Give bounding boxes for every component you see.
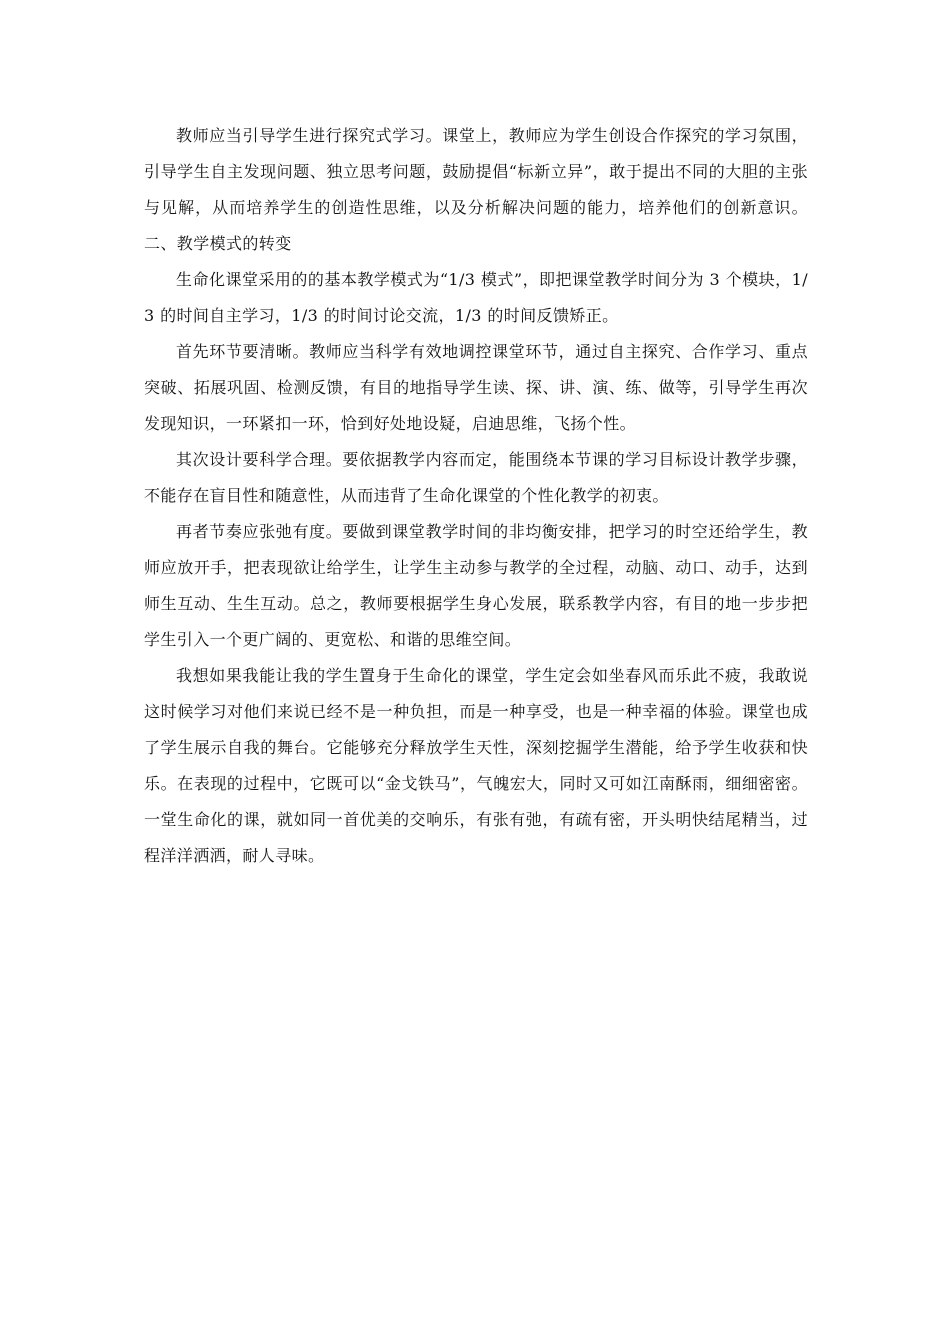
paragraph-one-third-model: 生命化课堂采用的的基本教学模式为“1/3 模式”，即把课堂教学时间分为 3 个模块，1/3 的时间自主学习，1/3 的时间讨论交流，1/3 的时间反馈矫正。 bbox=[144, 270, 808, 325]
paragraph-conclusion: 我想如果我能让我的学生置身于生命化的课堂，学生定会如坐春风而乐此不疲，我敢说这时候学习对他们来说已经不是一种负担，而是一种享受，也是一种幸福的体验。课堂也成了学生展示自我的舞台。它能够充分释放学生天性，深刻挖掘学生潜能，给予学生收获和快乐。在表现的过程中，它既可以“金戈铁马”，气魄宏大，同时又可如江南酥雨，细细密密。一堂生命化的课，就如同一首优美的交响乐，有张有弛，有疏有密，开头明快结尾精当，过程洋洋洒洒，耐人寻味。 bbox=[144, 666, 808, 865]
paragraph-inquiry-learning: 教师应当引导学生进行探究式学习。课堂上，教师应为学生创设合作探究的学习氛围，引导学生自主发现问题、独立思考问题，鼓励提倡“标新立异”，敢于提出不同的大胆的主张与见解，从而培养学生的创造性思维，以及分析解决问题的能力，培养他们的创新意识。二、教学模式的转变 bbox=[144, 126, 808, 253]
document-body bbox=[144, 118, 808, 874]
paragraph-rhythm: 再者节奏应张弛有度。要做到课堂教学时间的非均衡安排，把学习的时空还给学生，教师应放开手，把表现欲让给学生，让学生主动参与教学的全过程，动脑、动口、动手，达到师生互动、生生互动。总之，教师要根据学生身心发展，联系教学内容，有目的地一步步把学生引入一个更广阔的、更宽松、和谐的思维空间。 bbox=[144, 522, 808, 649]
paragraph-scientific-design: 其次设计要科学合理。要依据教学内容而定，能围绕本节课的学习目标设计教学步骤，不能存在盲目性和随意性，从而违背了生命化课堂的个性化教学的初衷。 bbox=[144, 450, 808, 505]
paragraph-clear-steps: 首先环节要清晰。教师应当科学有效地调控课堂环节，通过自主探究、合作学习、重点突破、拓展巩固、检测反馈，有目的地指导学生读、探、讲、演、练、做等，引导学生再次发现知识，一环紧扣一环，恰到好处地设疑，启迪思维，飞扬个性。 bbox=[144, 342, 808, 433]
